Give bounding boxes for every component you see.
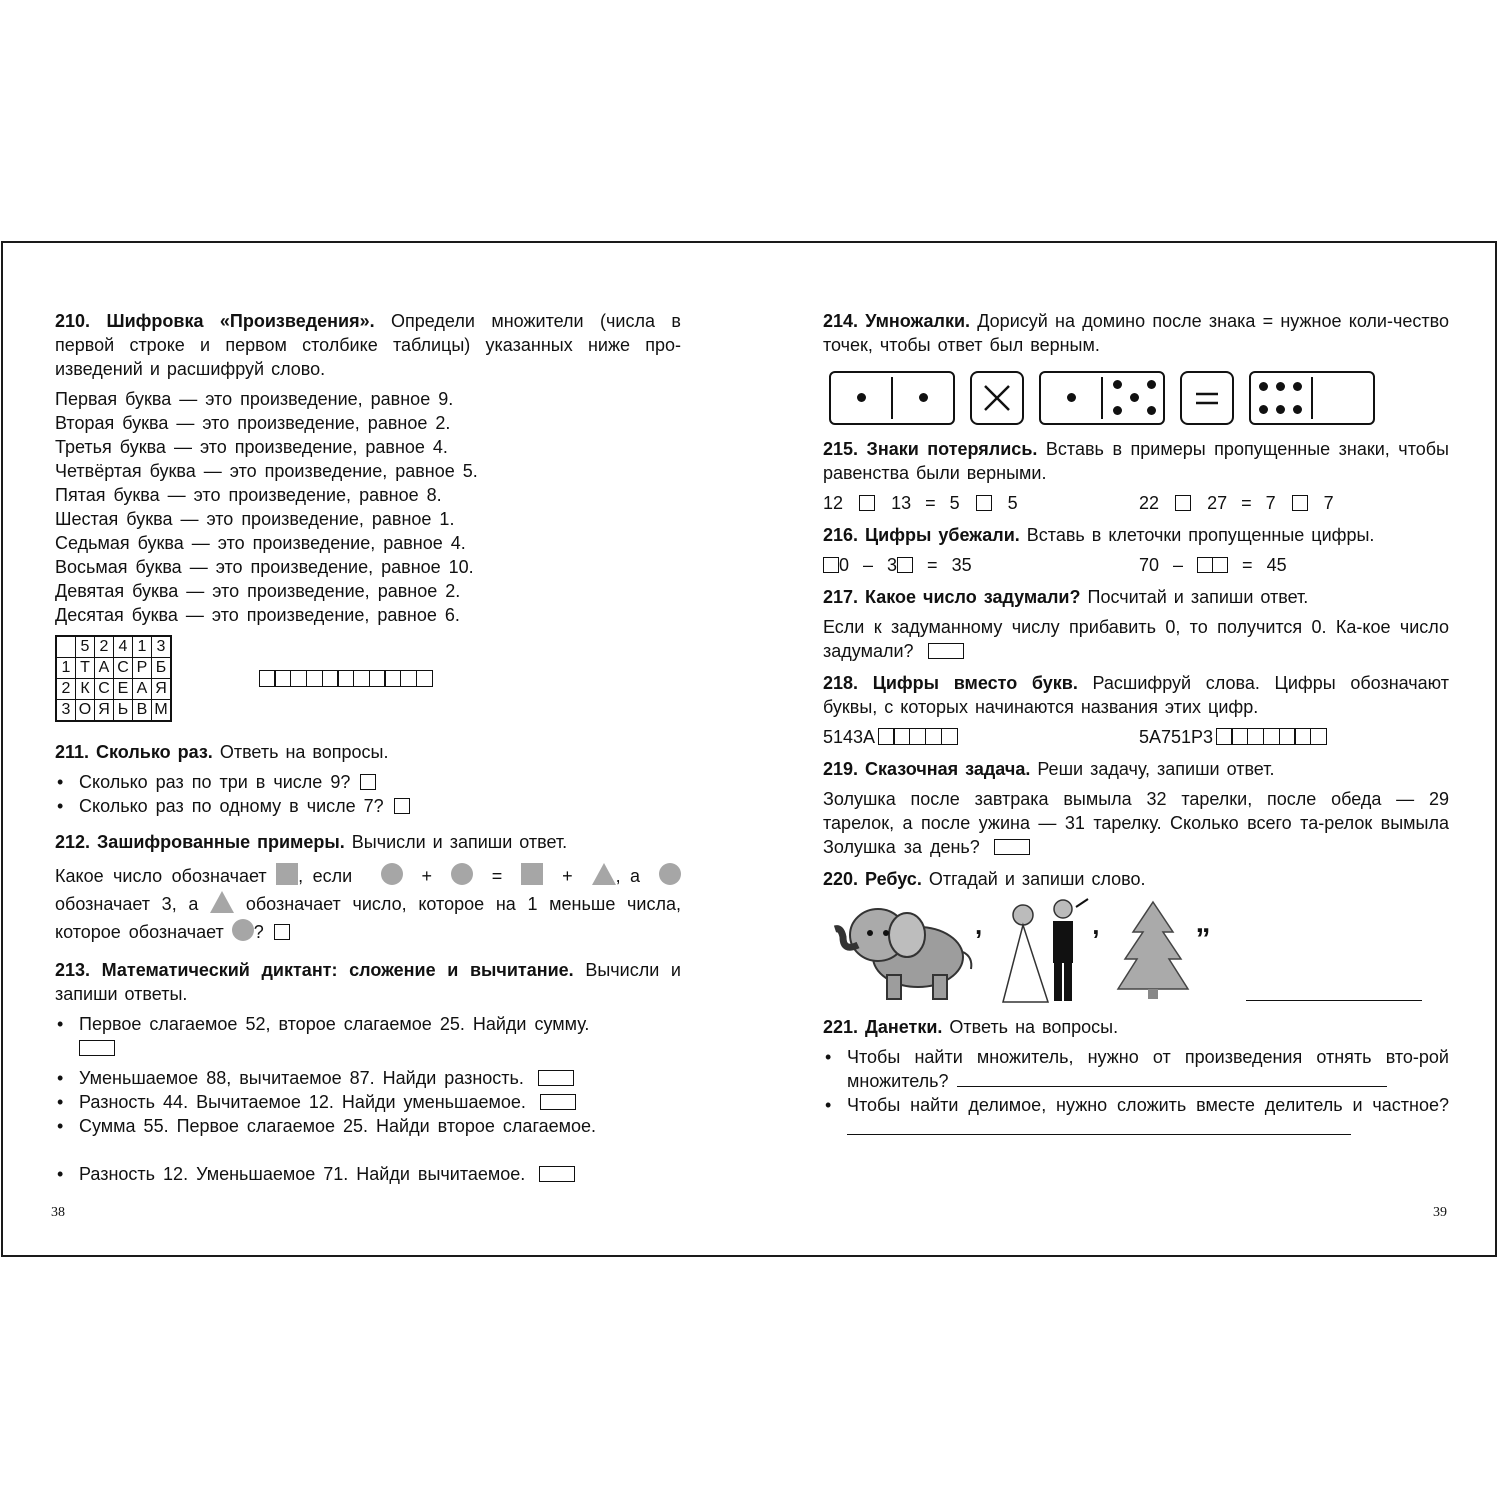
answer-box[interactable] xyxy=(859,495,875,511)
task-210-line: Третья буква — это произведение, равное 4. xyxy=(55,437,448,457)
answer-box[interactable] xyxy=(274,924,290,940)
task-210-line: Девятая буква — это произведение, равное 2. xyxy=(55,581,461,601)
list-item: • Сумма 55. Первое слагаемое 25. Найди второе слагаемое. xyxy=(55,1114,681,1162)
task-211-heading: 211. Сколько раз. Ответь на вопросы. xyxy=(55,742,389,762)
page-number-right: 39 xyxy=(1433,1205,1447,1220)
circle-shape-icon xyxy=(451,863,473,885)
list-item: • Сколько раз по одному в числе 7? xyxy=(55,794,681,818)
answer-box[interactable] xyxy=(994,839,1030,855)
task-213 xyxy=(55,958,681,1186)
answer-box[interactable] xyxy=(928,643,964,659)
domino-half-empty[interactable] xyxy=(1313,373,1373,423)
book-spread xyxy=(1,241,1497,1257)
task-218-words xyxy=(823,725,1449,749)
multiply-sign xyxy=(970,371,1024,425)
task-215-heading: 215. Знаки потерялись. Вставь в примеры пропущенные знаки, чтобы равенства были верными. xyxy=(823,439,1449,483)
equals-icon xyxy=(1192,383,1222,413)
cipher-word: 5143А xyxy=(823,725,1139,749)
page-number-left: 38 xyxy=(51,1205,65,1220)
domino-half xyxy=(1103,373,1163,423)
domino-half xyxy=(893,373,953,423)
list-item: • Уменьшаемое 88, вычитаемое 87. Найди разность. xyxy=(55,1066,681,1090)
domino-half xyxy=(831,373,891,423)
list-item: • Сколько раз по три в числе 9? xyxy=(55,770,681,794)
rebus-picture xyxy=(823,897,1449,1007)
cipher-word: 5А751Р3 xyxy=(1139,725,1327,749)
domino-tile xyxy=(829,371,955,425)
task-218-heading: 218. Цифры вместо букв. Расшифруй слова. Цифры обозначают буквы, с которых начинаются названия этих цифр. xyxy=(823,673,1449,717)
task-219 xyxy=(823,757,1449,859)
elephant-icon xyxy=(823,897,983,1007)
answer-cells-7[interactable] xyxy=(1217,728,1327,745)
answer-cells-5[interactable] xyxy=(879,728,958,745)
list-item: • Разность 44. Вычитаемое 12. Найди уменьшаемое. xyxy=(55,1090,681,1114)
domino-half xyxy=(1251,373,1311,423)
answer-box[interactable] xyxy=(360,774,376,790)
task-212-heading: 212. Зашифрованные примеры. Вычисли и запиши ответ. xyxy=(55,832,568,852)
task-214 xyxy=(823,309,1449,425)
rebus-comma: , xyxy=(975,910,983,940)
list-item: • Первое слагаемое 52, второе слагаемое 25. Найди сумму. xyxy=(55,1012,681,1060)
task-210-cipher-area xyxy=(55,635,681,722)
task-212 xyxy=(55,830,681,946)
task-210-heading: 210. Шифровка «Произведения». Определи множители (числа в первой строке и первом столбике таблицы) указанных ниже про-изведений и расшифруй слово. xyxy=(55,311,681,379)
task-210-line: Шестая буква — это произведение, равное 1. xyxy=(55,509,455,529)
task-219-heading: 219. Сказочная задача. Реши задачу, запиши ответ. xyxy=(823,759,1275,779)
triangle-shape-icon xyxy=(592,863,616,885)
answer-line[interactable] xyxy=(1246,1000,1422,1001)
answer-box[interactable] xyxy=(823,557,839,573)
task-210-line: Четвёртая буква — это произведение, равное 5. xyxy=(55,461,478,481)
task-221-list xyxy=(823,1045,1449,1141)
task-221 xyxy=(823,1015,1449,1141)
task-217-heading: 217. Какое число задумали? Посчитай и запиши ответ. xyxy=(823,587,1309,607)
fir-tree-icon xyxy=(1113,897,1193,1007)
domino-tile xyxy=(1039,371,1165,425)
task-216-heading: 216. Цифры убежали. Вставь в клеточки пропущенные цифры. xyxy=(823,525,1375,545)
answer-box[interactable] xyxy=(1212,557,1228,573)
task-218 xyxy=(823,671,1449,749)
task-214-heading: 214. Умножалки. Дорисуй на домино после знака = нужное коли-чество точек, чтобы ответ был верным. xyxy=(823,311,1449,355)
answer-box[interactable] xyxy=(1292,495,1308,511)
domino-tile-answer[interactable] xyxy=(1249,371,1375,425)
circle-shape-icon xyxy=(232,919,254,941)
task-210-line: Десятая буква — это произведение, равное 6. xyxy=(55,605,460,625)
square-shape-icon xyxy=(521,863,543,885)
task-216 xyxy=(823,523,1449,577)
task-210-line: Пятая буква — это произведение, равное 8. xyxy=(55,485,442,505)
left-page xyxy=(55,309,681,1194)
cipher-header-row: 5 2 4 1 3 xyxy=(56,636,171,658)
task-215 xyxy=(823,437,1449,515)
list-item: • Чтобы найти делимое, нужно сложить вместе делитель и частное? xyxy=(823,1093,1449,1141)
cipher-row: 3 О Я Ь В М xyxy=(56,700,171,722)
multiply-icon xyxy=(982,383,1012,413)
task-212-text: Какое число обозначает , если + = + , а обозначает 3, а обозначает число, которое на 1 меньше числа, которое обозначает ? xyxy=(55,862,681,946)
list-item: • Чтобы найти множитель, нужно от произведения отнять вто-рой множитель? xyxy=(823,1045,1449,1093)
domino-row xyxy=(829,371,1449,425)
task-210-line: Восьмая буква — это произведение, равное 10. xyxy=(55,557,474,577)
task-213-heading: 213. Математический диктант: сложение и вычитание. Вычисли и запиши ответы. xyxy=(55,960,681,1004)
equals-sign xyxy=(1180,371,1234,425)
triangle-shape-icon xyxy=(210,891,234,913)
domino-half xyxy=(1041,373,1101,423)
right-page xyxy=(823,309,1449,1149)
task-210-line: Первая буква — это произведение, равное 9. xyxy=(55,389,454,409)
answer-box[interactable] xyxy=(394,798,410,814)
bride-groom-icon xyxy=(988,897,1098,1007)
answer-box[interactable] xyxy=(897,557,913,573)
answer-line[interactable] xyxy=(957,1086,1387,1087)
task-221-heading: 221. Данетки. Ответь на вопросы. xyxy=(823,1017,1119,1037)
circle-shape-icon xyxy=(381,863,403,885)
task-216-equations xyxy=(823,553,1449,577)
cipher-table xyxy=(55,635,172,722)
task-210-line: Вторая буква — это произведение, равное 2. xyxy=(55,413,451,433)
answer-box[interactable] xyxy=(538,1070,574,1086)
equation: 70 – = 45 xyxy=(1139,555,1287,575)
cipher-row: 1 Т А С Р Б xyxy=(56,658,171,679)
answer-box[interactable] xyxy=(1197,557,1213,573)
task-217 xyxy=(823,585,1449,663)
equation: 22 27 = 7 7 xyxy=(1139,493,1334,513)
task-220 xyxy=(823,867,1449,1007)
answer-line[interactable] xyxy=(847,1134,1351,1135)
answer-box[interactable] xyxy=(540,1094,576,1110)
rebus-quotes: „ xyxy=(1195,906,1211,939)
task-210-line: Седьмая буква — это произведение, равное 4. xyxy=(55,533,466,553)
answer-box[interactable] xyxy=(1175,495,1191,511)
answer-cells-10[interactable] xyxy=(260,670,433,687)
rebus-comma: , xyxy=(1092,910,1100,940)
list-item: • Разность 12. Уменьшаемое 71. Найди вычитаемое. xyxy=(55,1162,681,1186)
task-217-text: Если к задуманному числу прибавить 0, то получится 0. Ка-кое число задумали? xyxy=(823,617,1449,661)
answer-box[interactable] xyxy=(539,1166,575,1182)
task-210 xyxy=(55,309,681,722)
cipher-row: 2 К С Е А Я xyxy=(56,679,171,700)
equation: 0 – 3 = 35 xyxy=(823,553,1139,577)
task-210-lines xyxy=(55,387,681,627)
task-215-equations xyxy=(823,491,1449,515)
answer-box[interactable] xyxy=(976,495,992,511)
circle-shape-icon xyxy=(659,863,681,885)
task-211-list xyxy=(55,770,681,818)
task-211 xyxy=(55,740,681,818)
task-220-heading: 220. Ребус. Отгадай и запиши слово. xyxy=(823,869,1146,889)
task-213-list xyxy=(55,1012,681,1186)
square-shape-icon xyxy=(276,863,298,885)
answer-box[interactable] xyxy=(79,1040,115,1056)
equation: 12 13 = 5 5 xyxy=(823,493,1018,513)
task-219-text: Золушка после завтрака вымыла 32 тарелки, после обеда — 29 тарелок, а после ужина — 31 тарелку. Сколько всего та-релок вымыла Золушка за день? xyxy=(823,789,1449,857)
